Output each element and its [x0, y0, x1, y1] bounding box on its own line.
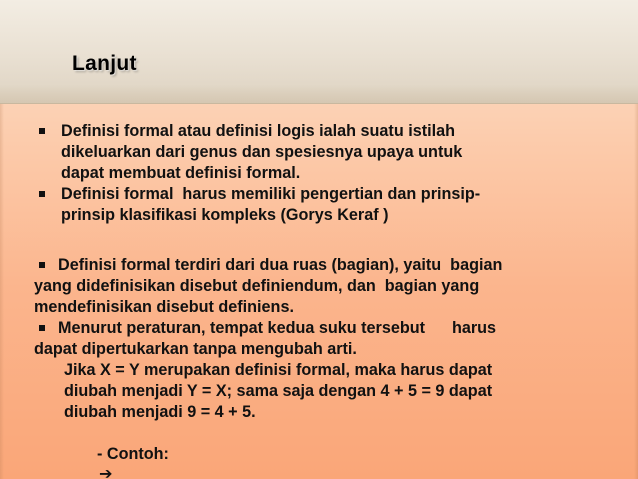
- title-bar: [0, 0, 638, 104]
- text-line: diubah menjadi 9 = 4 + 5.: [64, 403, 256, 421]
- text-line: diubah menjadi Y = X; sama saja dengan 4 + 5 = 9 dapat: [64, 382, 493, 400]
- text-line: Menurut peraturan, tempat kedua suku tersebut harus: [58, 319, 497, 337]
- example-line: [70, 423, 169, 479]
- text-line: Jika X = Y merupakan definisi formal, maka harus dapat: [64, 361, 493, 379]
- text-line: Definisi formal atau definisi logis ialah suatu istilah: [61, 122, 455, 140]
- right-arrow-icon: ➔: [99, 465, 113, 479]
- text-line: Definisi formal terdiri dari dua ruas (bagian), yaitu bagian: [58, 256, 503, 274]
- square-bullet-icon: [39, 128, 45, 134]
- square-bullet-icon: [39, 191, 45, 197]
- text-line: mendefinisikan disebut definiens.: [34, 298, 294, 316]
- square-bullet-icon: [39, 262, 45, 268]
- text-line: dapat membuat definisi formal.: [61, 164, 301, 182]
- text-line: dikeluarkan dari genus dan spesiesnya upaya untuk: [61, 143, 463, 161]
- text-line: Definisi formal harus memiliki pengertian dan prinsip-: [61, 185, 481, 203]
- text-line: yang didefinisikan disebut definiendum, dan bagian yang: [34, 277, 480, 295]
- example-label: - Contoh:: [97, 444, 169, 463]
- text-line: prinsip klasifikasi kompleks (Gorys Keraf ): [61, 206, 389, 224]
- slide-title: Lanjut: [72, 52, 137, 75]
- square-bullet-icon: [39, 325, 45, 331]
- text-line: dapat dipertukarkan tanpa mengubah arti.: [34, 340, 357, 358]
